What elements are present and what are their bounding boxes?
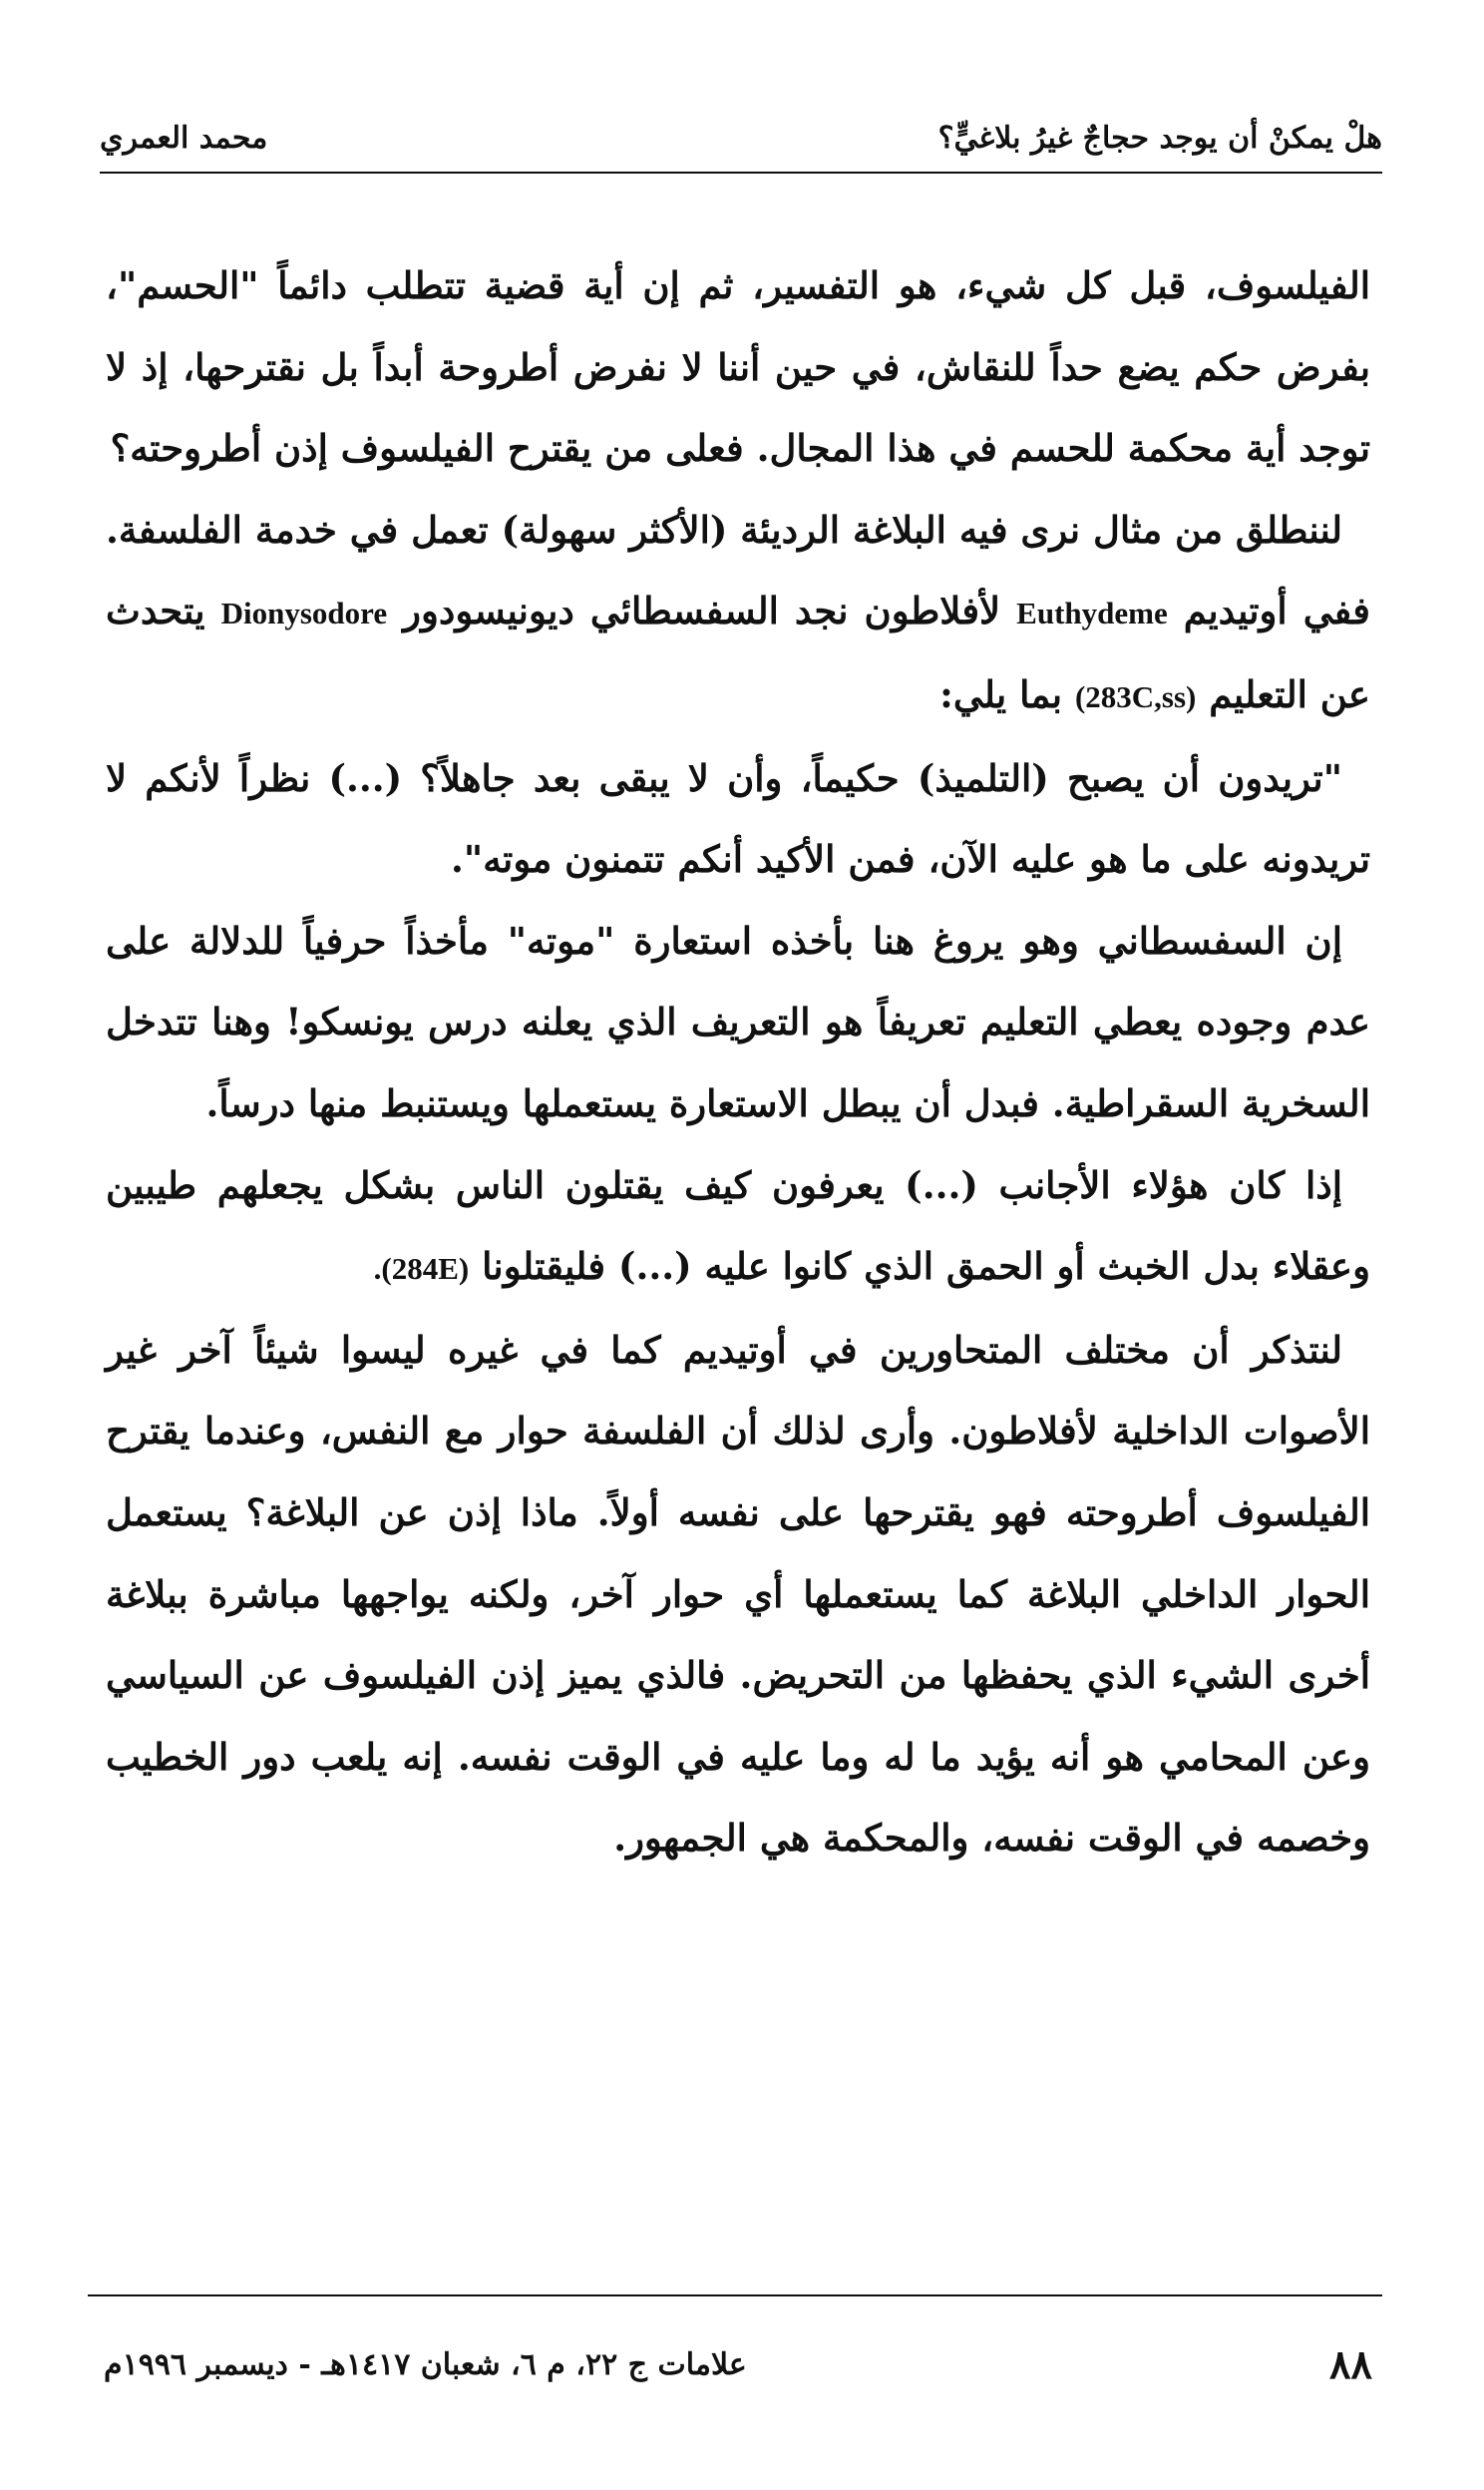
quotation-2 bbox=[106, 1145, 1370, 1310]
author-name: محمد العمري bbox=[100, 120, 268, 156]
quotation-2-text: إذا كان هؤلاء الأجانب (...) يعرفون كيف يقتلون الناس بشكل يجعلهم طيبين وعقلاء بدل الخبث أو الحمق الذي كانوا عليه (...) فليقتلونا bbox=[106, 1162, 1370, 1289]
paragraph-2-text-c: يتحدث عن التعليم bbox=[106, 589, 1370, 716]
page-footer bbox=[104, 2332, 1372, 2396]
paragraph-1: الفيلسوف، قبل كل شيء، هو التفسير، ثم إن أية قضية تتطلب دائماً "الحسم"، بفرض حكم يضع حداً للنقاش، في حين أننا لا نفرض أطروحة أبداً بل نقترحها، إذ لا توجد أية محكمة للحسم في هذا المجال. فعلى من يقترح الفيلسوف إذن أطروحته؟ bbox=[106, 263, 1370, 471]
body-text bbox=[106, 245, 1370, 1879]
journal-reference: علامات ج ٢٢، م ٦، شعبان ١٤١٧هـ - ديسمبر ١٩٩٦م bbox=[104, 2346, 747, 2382]
reference-284e: (284E). bbox=[373, 1251, 470, 1287]
paragraph-2-text-b: لأفلاطون نجد السفسطائي ديونيسودور bbox=[403, 589, 1001, 633]
running-header bbox=[100, 108, 1382, 168]
paragraph-2-text-d: بما يلي: bbox=[939, 671, 1063, 716]
article-title: هلْ يمكنْ أن يوجد حجاجٌ غيرُ بلاغيٍّ؟ bbox=[937, 120, 1382, 156]
latin-term-euthydeme: Euthydeme bbox=[1016, 596, 1168, 631]
paragraph-2 bbox=[106, 490, 1370, 738]
reference-283c: (283C,ss) bbox=[1074, 678, 1197, 714]
footer-rule bbox=[88, 2294, 1382, 2296]
page-number: ٨٨ bbox=[1329, 2340, 1372, 2388]
paragraph-4: إن السفسطاني وهو يروغ هنا بأخذه استعارة "موته" مأخذاً حرفياً للدلالة على عدم وجوده يعطي التعليم تعريفاً هو التعريف الذي يعلنه درس يونسكو! وهنا تتدخل السخرية السقراطية. فبدل أن يبطل الاستعارة يستعملها ويستنبط منها درساً. bbox=[106, 918, 1370, 1125]
header-rule bbox=[100, 172, 1382, 174]
latin-term-dionysodore: Dionysodore bbox=[220, 596, 388, 631]
paragraph-6: لنتذكر أن مختلف المتحاورين في أوتيديم كما في غيره ليسوا شيئاً آخر غير الأصوات الداخلية لأفلاطون. وأرى لذلك أن الفلسفة حوار مع النفس، وعندما يقترح الفيلسوف أطروحته فهو يقترحها على نفسه أولاً. ماذا إذن عن البلاغة؟ يستعمل الحوار الداخلي البلاغة كما يستعملها أي حوار آخر، ولكنه يواجهها مباشرة ببلاغة أخرى الشيء الذي يحفظها من التحريض. فالذي يميز إذن الفيلسوف عن السياسي وعن المحامي هو أنه يؤيد ما له وما عليه في الوقت نفسه. إنه يلعب دور الخطيب وخصمه في الوقت نفسه، والمحكمة هي الجمهور. bbox=[106, 1327, 1370, 1861]
paragraph-2-text-a: لننطلق من مثال نرى فيه البلاغة الرديئة (الأكثر سهولة) تعمل في خدمة الفلسفة. ففي أوتيديم bbox=[106, 507, 1370, 633]
quotation-1: "تريدون أن يصبح (التلميذ) حكيماً، وأن لا يبقى بعد جاهلاً؟ (...) نظراً لأنكم لا تريدونه على ما هو عليه الآن، فمن الأكيد أنكم تتمنون موته". bbox=[106, 755, 1370, 882]
